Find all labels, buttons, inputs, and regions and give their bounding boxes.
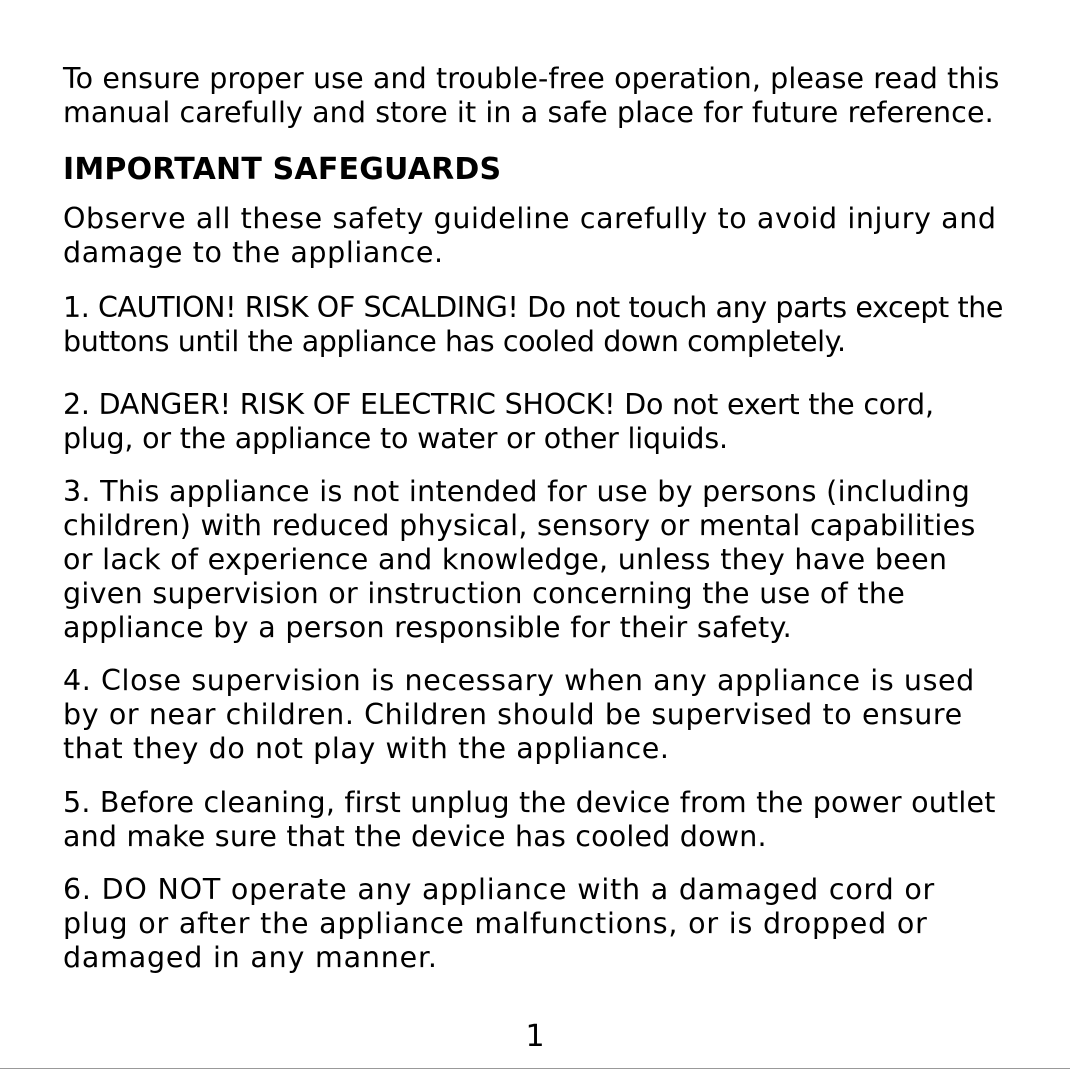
section-heading: IMPORTANT SAFEGUARDS [63, 152, 502, 187]
intro-paragraph: To ensure proper use and trouble-free operation, please read this manual carefully and store it in a safe place for future reference. [63, 62, 1000, 129]
safeguard-item-6: 6. DO NOT operate any appliance with a damaged cord or plug or after the appliance malfunctions, or is dropped or damaged in any manner. [63, 873, 936, 974]
safeguard-item-4: 4. Close supervision is necessary when any appliance is used by or near children. Children should be supervised to ensure that they do not play with the appliance. [63, 664, 975, 765]
safeguard-item-5: 5. Before cleaning, first unplug the device from the power outlet and make sure that the device has cooled down. [63, 786, 996, 853]
page-number: 1 [525, 1019, 545, 1054]
manual-page [63, 62, 1009, 975]
bottom-divider [0, 1068, 1070, 1069]
safeguard-item-3: 3. This appliance is not intended for use by persons (including children) with reduced physical, sensory or mental capabilities or lack of experience and knowledge, unless they have been given supervision or instruction concerning the use of the appliance by a person responsible for their safety. [63, 475, 976, 644]
observe-paragraph: Observe all these safety guideline carefully to avoid injury and damage to the appliance. [63, 202, 997, 269]
safeguard-item-2: 2. DANGER! RISK OF ELECTRIC SHOCK! Do not exert the cord, plug, or the appliance to water or other liquids. [63, 388, 934, 455]
safeguard-item-1: 1. CAUTION! RISK OF SCALDING! Do not touch any parts except the buttons until the appliance has cooled down completely. [63, 291, 1004, 358]
